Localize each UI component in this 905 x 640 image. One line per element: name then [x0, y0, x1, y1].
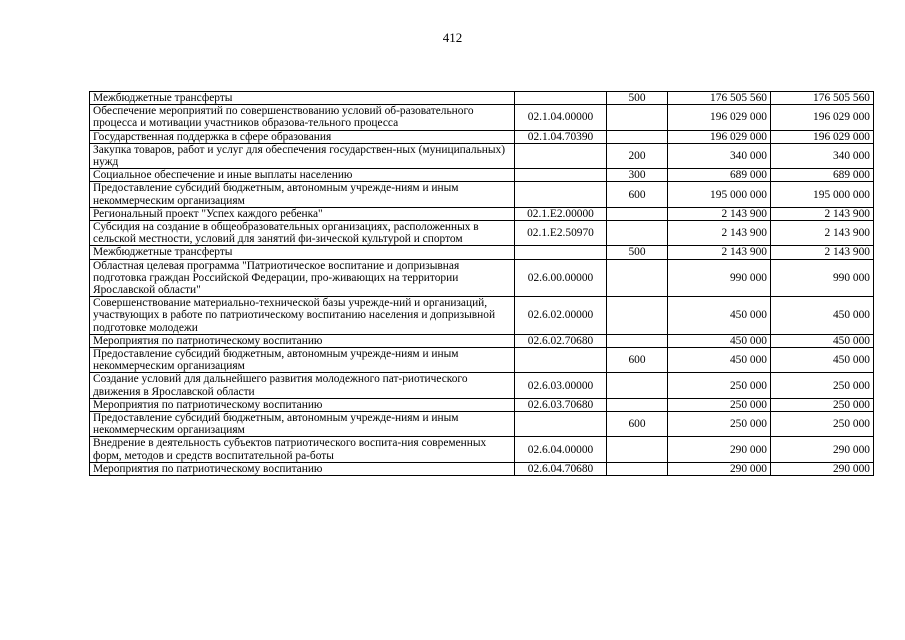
row-sum-2: 290 000: [771, 462, 874, 475]
table-row: [90, 105, 874, 130]
row-name: Субсидия на создание в общеобразовательных организациях, расположенных в сельской местности, условий для занятий фи-зической культурой и спортом: [90, 221, 515, 246]
row-sum-2: 196 029 000: [771, 105, 874, 130]
table-row: [90, 130, 874, 143]
row-expense-type: [607, 437, 668, 462]
row-sum-2: 176 505 560: [771, 92, 874, 105]
row-name: Социальное обеспечение и иные выплаты населению: [90, 169, 515, 182]
row-expense-type: 600: [607, 412, 668, 437]
row-sum-2: 990 000: [771, 259, 874, 297]
row-name: Межбюджетные трансферты: [90, 92, 515, 105]
row-name: Мероприятия по патриотическому воспитанию: [90, 398, 515, 411]
row-name: Закупка товаров, работ и услуг для обеспечения государствен-ных (муниципальных) нужд: [90, 143, 515, 168]
table-row: [90, 297, 874, 335]
row-expense-type: [607, 259, 668, 297]
row-name: Государственная поддержка в сфере образования: [90, 130, 515, 143]
row-sum-2: 250 000: [771, 398, 874, 411]
row-code: [515, 412, 607, 437]
row-sum-1: 196 029 000: [668, 130, 771, 143]
row-sum-1: 990 000: [668, 259, 771, 297]
table-row: [90, 169, 874, 182]
row-code: 02.1.E2.50970: [515, 221, 607, 246]
row-expense-type: 300: [607, 169, 668, 182]
page-number: 412: [442, 30, 463, 45]
row-sum-1: 2 143 900: [668, 246, 771, 259]
row-sum-1: 250 000: [668, 412, 771, 437]
row-name: Мероприятия по патриотическому воспитанию: [90, 462, 515, 475]
row-expense-type: [607, 297, 668, 335]
row-name: Предоставление субсидий бюджетным, автономным учрежде-ниям и иным некоммерческим организациям: [90, 182, 515, 207]
row-expense-type: 600: [607, 182, 668, 207]
table-row: [90, 462, 874, 475]
row-name: Предоставление субсидий бюджетным, автономным учрежде-ниям и иным некоммерческим организациям: [90, 348, 515, 373]
row-code: 02.6.03.70680: [515, 398, 607, 411]
row-code: 02.1.04.00000: [515, 105, 607, 130]
row-sum-2: 450 000: [771, 297, 874, 335]
row-code: 02.6.02.70680: [515, 334, 607, 347]
row-code: 02.6.02.00000: [515, 297, 607, 335]
table-row: [90, 348, 874, 373]
row-expense-type: 600: [607, 348, 668, 373]
row-expense-type: [607, 373, 668, 398]
row-sum-1: 450 000: [668, 334, 771, 347]
row-sum-1: 196 029 000: [668, 105, 771, 130]
row-code: [515, 246, 607, 259]
row-code: [515, 182, 607, 207]
row-sum-2: 2 143 900: [771, 221, 874, 246]
row-code: 02.1.04.70390: [515, 130, 607, 143]
row-code: 02.1.E2.00000: [515, 207, 607, 220]
row-sum-2: 2 143 900: [771, 207, 874, 220]
row-sum-1: 450 000: [668, 297, 771, 335]
table-row: [90, 373, 874, 398]
table-row: [90, 437, 874, 462]
row-expense-type: [607, 462, 668, 475]
row-expense-type: [607, 334, 668, 347]
row-sum-1: 450 000: [668, 348, 771, 373]
row-expense-type: [607, 207, 668, 220]
row-sum-2: 250 000: [771, 412, 874, 437]
row-sum-1: 689 000: [668, 169, 771, 182]
row-sum-2: 450 000: [771, 334, 874, 347]
row-name: Создание условий для дальнейшего развития молодежного пат-риотического движения в Ярославской области: [90, 373, 515, 398]
row-code: [515, 92, 607, 105]
row-name: Мероприятия по патриотическому воспитанию: [90, 334, 515, 347]
row-code: [515, 348, 607, 373]
row-sum-1: 250 000: [668, 373, 771, 398]
row-expense-type: 200: [607, 143, 668, 168]
table-row: [90, 182, 874, 207]
row-expense-type: [607, 398, 668, 411]
row-sum-1: 176 505 560: [668, 92, 771, 105]
row-code: 02.6.04.00000: [515, 437, 607, 462]
row-sum-2: 195 000 000: [771, 182, 874, 207]
row-code: 02.6.04.70680: [515, 462, 607, 475]
table-row: [90, 398, 874, 411]
row-expense-type: [607, 221, 668, 246]
row-expense-type: 500: [607, 92, 668, 105]
table-row: [90, 207, 874, 220]
row-sum-2: 689 000: [771, 169, 874, 182]
row-name: Совершенствование материально-технической базы учрежде-ний и организаций, участвующих в работе по патриотическому воспитанию населения и допризывной подготовке молодежи: [90, 297, 515, 335]
row-sum-1: 290 000: [668, 462, 771, 475]
row-sum-2: 450 000: [771, 348, 874, 373]
row-expense-type: [607, 105, 668, 130]
table-row: [90, 221, 874, 246]
row-name: Областная целевая программа "Патриотическое воспитание и допризывная подготовка граждан Российской Федерации, про-живающих на территории Ярославской области": [90, 259, 515, 297]
row-sum-2: 250 000: [771, 373, 874, 398]
table-row: [90, 412, 874, 437]
row-code: 02.6.03.00000: [515, 373, 607, 398]
row-sum-2: 196 029 000: [771, 130, 874, 143]
row-name: Межбюджетные трансферты: [90, 246, 515, 259]
table-row: [90, 334, 874, 347]
row-code: [515, 169, 607, 182]
row-sum-1: 250 000: [668, 398, 771, 411]
row-code: [515, 143, 607, 168]
row-expense-type: 500: [607, 246, 668, 259]
row-sum-2: 2 143 900: [771, 246, 874, 259]
row-sum-1: 290 000: [668, 437, 771, 462]
row-name: Обеспечение мероприятий по совершенствованию условий об-разовательного процесса и мотивации участников образова-тельного процесса: [90, 105, 515, 130]
row-sum-2: 340 000: [771, 143, 874, 168]
row-code: 02.6.00.00000: [515, 259, 607, 297]
table-row: [90, 92, 874, 105]
table-row: [90, 246, 874, 259]
row-sum-2: 290 000: [771, 437, 874, 462]
row-name: Внедрение в деятельность субъектов патриотического воспита-ния современных форм, методов и средств воспитательной ра-боты: [90, 437, 515, 462]
row-name: Региональный проект "Успех каждого ребенка": [90, 207, 515, 220]
row-sum-1: 2 143 900: [668, 207, 771, 220]
table-row: [90, 259, 874, 297]
row-name: Предоставление субсидий бюджетным, автономным учрежде-ниям и иным некоммерческим организациям: [90, 412, 515, 437]
table-row: [90, 143, 874, 168]
budget-table: [89, 91, 874, 476]
row-sum-1: 340 000: [668, 143, 771, 168]
row-sum-1: 195 000 000: [668, 182, 771, 207]
row-sum-1: 2 143 900: [668, 221, 771, 246]
row-expense-type: [607, 130, 668, 143]
